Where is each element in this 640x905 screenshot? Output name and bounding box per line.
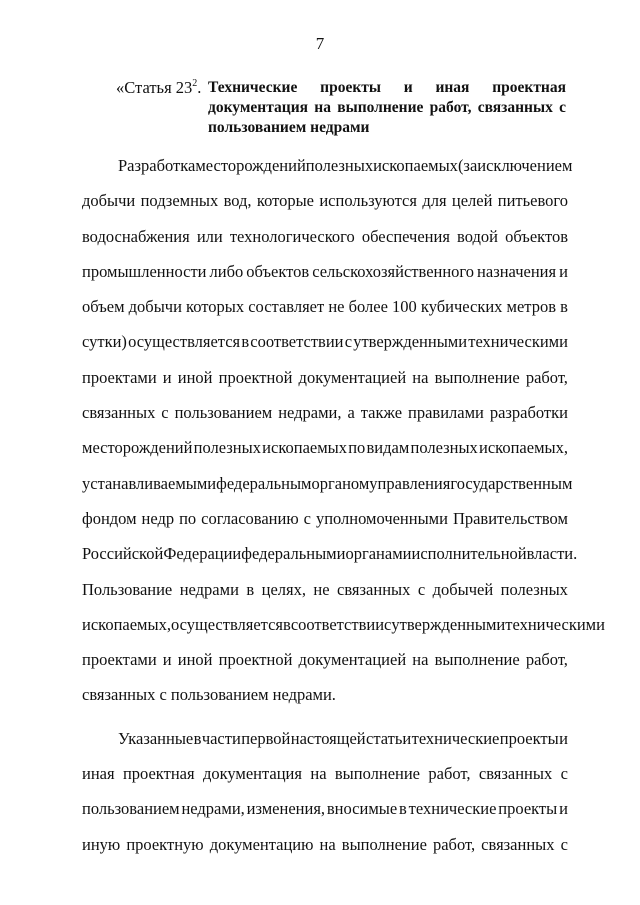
word: целях, [261, 579, 306, 599]
word: используются [319, 191, 417, 211]
text-line [82, 183, 568, 218]
word: недрами, [181, 799, 245, 819]
word: в [241, 332, 250, 352]
word: правилами [408, 403, 484, 423]
word: по [348, 438, 366, 458]
word: документацией [298, 367, 407, 387]
word: ископаемых, [82, 614, 171, 634]
word: с [560, 834, 568, 854]
word: Указанные [118, 728, 194, 748]
word: выполнение [434, 650, 520, 670]
word: технологического [229, 226, 355, 246]
word: уполномоченными [315, 508, 448, 528]
word: документацию [209, 834, 314, 854]
word: (за [457, 156, 478, 175]
word: с [344, 332, 353, 352]
word: ископаемых, [479, 438, 568, 458]
word: и [559, 261, 568, 281]
word: которых [186, 297, 245, 317]
paragraph-1 [82, 148, 605, 713]
word: добычи [128, 297, 182, 317]
word: Российской [82, 544, 164, 564]
word: полезных [193, 438, 261, 458]
word: полезных [410, 438, 478, 458]
word: не [313, 579, 330, 599]
word: пользованием [174, 403, 273, 423]
title-word: с [559, 99, 566, 116]
word: власти. [526, 544, 578, 564]
word: объектов [505, 226, 568, 246]
text-line [82, 430, 568, 465]
word: иной [177, 367, 213, 387]
word: проектная [122, 764, 195, 784]
word: иной [177, 650, 213, 670]
word: федеральными [241, 544, 346, 564]
title-line [208, 78, 566, 98]
title-line [208, 98, 566, 118]
word: технические [411, 728, 500, 748]
word: месторождений [82, 438, 193, 458]
word: Правительством [452, 508, 568, 528]
word: сутки) [82, 332, 127, 352]
title-word: проекты [320, 79, 381, 96]
word: не [328, 297, 345, 317]
word: либо [209, 261, 244, 281]
word: кубических [420, 297, 503, 317]
word: исполнительной [411, 544, 527, 564]
word: техническими [505, 614, 605, 634]
word: изменения, [246, 799, 326, 819]
title-line [208, 118, 566, 138]
word: недрами [179, 579, 239, 599]
word: техническими [468, 332, 568, 352]
word: проекты [498, 799, 558, 819]
word: документацией [298, 650, 407, 670]
word: и [162, 650, 172, 670]
word: по [179, 508, 197, 528]
word: государственным [450, 473, 573, 493]
word: с [161, 403, 169, 423]
word: полезных [500, 579, 568, 599]
word: или [196, 226, 223, 246]
article-prefix-dot: . [197, 78, 202, 97]
word: иную [82, 834, 121, 854]
word: выполнение [334, 764, 421, 784]
title-word: Технические [208, 79, 298, 96]
title-word: на [314, 99, 331, 116]
word: фондом [82, 508, 137, 528]
word: для [422, 191, 447, 211]
text-line [82, 466, 573, 501]
word: первой [241, 728, 291, 748]
word: проекты [499, 728, 559, 748]
word: Разработка [118, 156, 196, 175]
word: выполнение [341, 834, 427, 854]
word: работ, [525, 367, 568, 387]
word: и [559, 728, 568, 748]
word: недр [141, 508, 175, 528]
word: разработки [489, 403, 568, 423]
word: составляет [248, 297, 325, 317]
word: а [347, 403, 355, 423]
word: связанных [82, 403, 156, 423]
word: работ, [525, 650, 568, 670]
word: осуществляется [128, 332, 241, 352]
article-body [82, 148, 605, 862]
title-word: связанных [477, 99, 553, 116]
word: которые [256, 191, 315, 211]
word: также [360, 403, 403, 423]
article-number [116, 78, 201, 98]
word: Пользование [82, 579, 173, 599]
word: связанных [478, 764, 553, 784]
word: пользованием [82, 799, 180, 819]
word: ископаемых [262, 438, 348, 458]
paragraph-gap [82, 713, 568, 721]
word: утвержденными [391, 614, 506, 634]
word: питьевого [497, 191, 568, 211]
word: статьи [366, 728, 412, 748]
word: соответствии [290, 614, 385, 634]
word: добычей [432, 579, 494, 599]
text-line [82, 607, 605, 642]
text-line [82, 289, 568, 324]
word: соответствии [250, 332, 344, 352]
text-line [82, 572, 568, 607]
word: проектной [218, 650, 293, 670]
text-line [82, 219, 568, 254]
word: иная [82, 764, 115, 784]
text-line: связанных с пользованием недрами. [82, 685, 336, 705]
word: более [348, 297, 388, 317]
word: проектной [218, 367, 293, 387]
text-line [82, 721, 568, 756]
word: согласованию [201, 508, 299, 528]
text-line [82, 536, 578, 571]
word: промышленности [82, 261, 207, 281]
word: на [412, 367, 429, 387]
word: органами [345, 544, 412, 564]
word: вносимые [326, 799, 398, 819]
text-line [82, 501, 568, 536]
word: вод, [223, 191, 252, 211]
word: с [303, 508, 311, 528]
word: метров [506, 297, 557, 317]
word: настоящей [290, 728, 366, 748]
text-line [82, 254, 568, 289]
word: технические [408, 799, 497, 819]
title-word: документация [208, 99, 309, 116]
title-word: иная [435, 79, 470, 96]
word: в [283, 614, 291, 634]
word: месторождений [195, 156, 306, 175]
word: полезных [305, 156, 374, 175]
article-title [208, 78, 566, 138]
word: подземных [140, 191, 219, 211]
article-prefix: «Статья 23 [116, 78, 193, 97]
article-heading [96, 78, 566, 138]
word: осуществляется [170, 614, 284, 634]
title-word: и [403, 79, 413, 96]
word: связанных [481, 834, 555, 854]
word: проектную [126, 834, 204, 854]
word: 100 [392, 297, 417, 317]
page-number: 7 [315, 34, 325, 53]
word: целей [451, 191, 493, 211]
title-word: работ, [429, 99, 472, 116]
word: работ, [432, 834, 476, 854]
word: сельскохозяйственного [312, 261, 475, 281]
word: и [559, 799, 568, 819]
word: объем [82, 297, 125, 317]
word: водой [457, 226, 498, 246]
word: и [162, 367, 172, 387]
word: на [412, 650, 429, 670]
word: в [560, 297, 568, 317]
word: федеральным [216, 473, 312, 493]
word: водоснабжения [82, 226, 190, 246]
word: с [560, 764, 568, 784]
word: в [399, 799, 407, 819]
word: видам [366, 438, 410, 458]
paragraph-2 [82, 721, 568, 862]
word: утвержденными [353, 332, 468, 352]
word: документация [202, 764, 302, 784]
word: недрами, [278, 403, 342, 423]
word: объектов [246, 261, 310, 281]
word: с [417, 579, 426, 599]
word: устанавливаемыми [82, 473, 217, 493]
article-superscript: 2 [192, 78, 198, 89]
word: обеспечения [361, 226, 450, 246]
word: на [310, 764, 327, 784]
word: с [384, 614, 392, 634]
text-line [82, 324, 568, 359]
word: на [319, 834, 336, 854]
text-line [82, 360, 568, 395]
text-line [82, 756, 568, 791]
text-line [82, 827, 568, 862]
word: ископаемых [373, 156, 458, 175]
word: управления [369, 473, 451, 493]
title-word: пользованием недрами [208, 119, 370, 136]
word: Федерации [163, 544, 242, 564]
text-line [82, 148, 573, 183]
word: связанных [337, 579, 411, 599]
word: проектами [82, 650, 157, 670]
text-line [82, 395, 568, 430]
word: работ, [428, 764, 471, 784]
title-word: выполнение [337, 99, 424, 116]
word: выполнение [434, 367, 520, 387]
word: проектами [82, 367, 157, 387]
word: добычи [82, 191, 136, 211]
word: в [246, 579, 255, 599]
word: назначения [477, 261, 557, 281]
word: органом [311, 473, 370, 493]
text-line [82, 642, 568, 677]
word: в [193, 728, 202, 748]
word: части [201, 728, 241, 748]
word: исключением [477, 156, 573, 175]
title-word: проектная [492, 79, 566, 96]
text-line [82, 791, 568, 826]
